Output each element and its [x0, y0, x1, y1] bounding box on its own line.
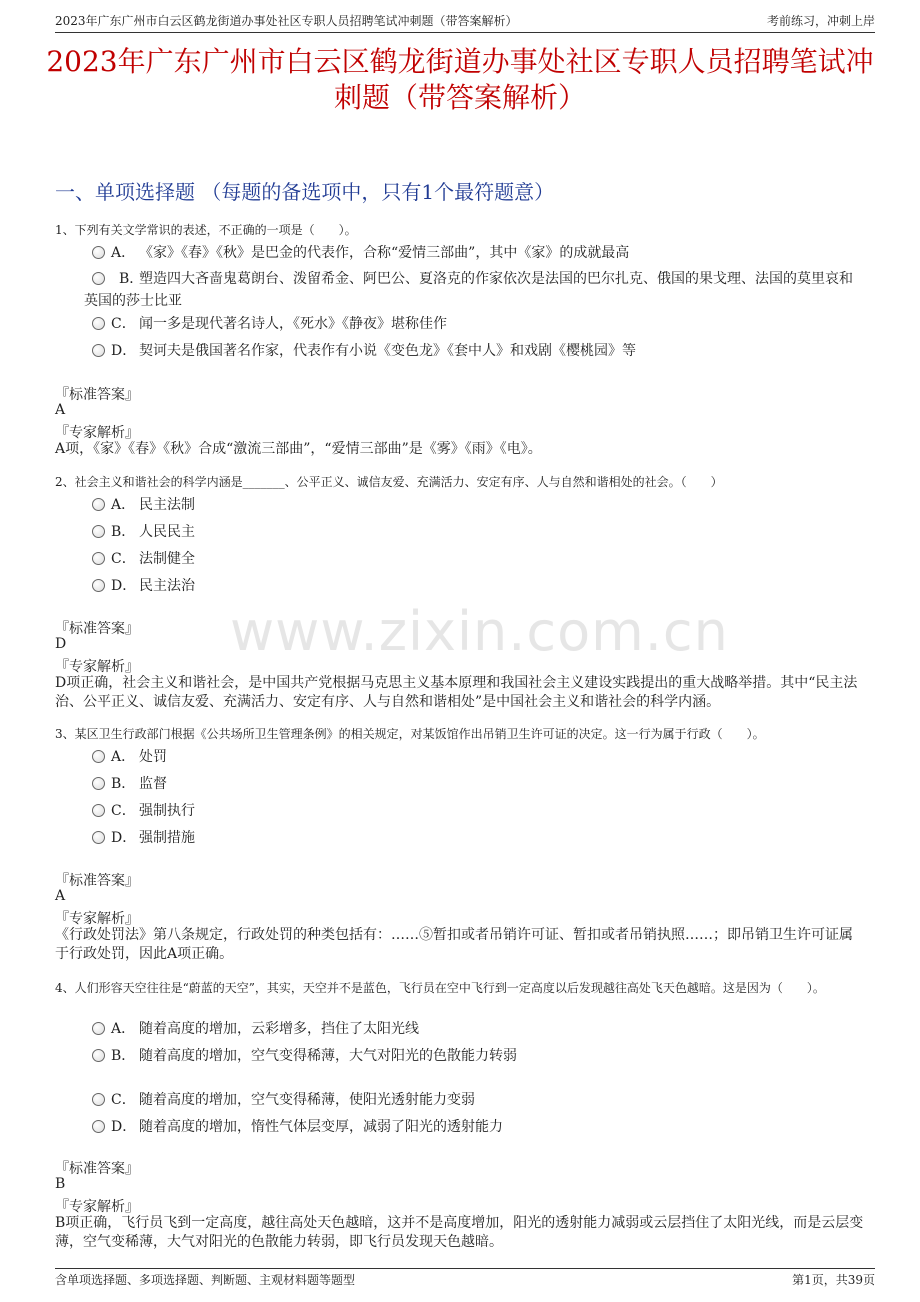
option-c[interactable]: C． 法制健全 — [92, 548, 865, 570]
option-c[interactable]: C． 强制执行 — [92, 800, 865, 822]
radio-icon[interactable] — [92, 246, 105, 259]
analysis-label: 『专家解析』 — [55, 1199, 139, 1215]
radio-icon[interactable] — [92, 579, 105, 592]
analysis-label: 『专家解析』 — [55, 425, 139, 441]
radio-icon[interactable] — [92, 1093, 105, 1106]
page-number: 第1页，共39页 — [792, 1272, 875, 1287]
radio-icon[interactable] — [92, 1049, 105, 1062]
radio-icon[interactable] — [92, 525, 105, 538]
option-a[interactable]: A． 《家》《春》《秋》是巴金的代表作，合称“爱情三部曲”，其中《家》的成就最高 — [92, 242, 865, 264]
radio-icon[interactable] — [92, 1120, 105, 1133]
option-d[interactable]: D． 随着高度的增加，惰性气体层变厚，减弱了阳光的透射能力 — [92, 1116, 865, 1138]
answer-label: 『标准答案』 — [55, 873, 139, 889]
option-d[interactable]: D． 强制措施 — [92, 827, 865, 849]
radio-icon[interactable] — [92, 777, 105, 790]
option-a[interactable]: A． 民主法制 — [92, 494, 865, 516]
analysis-text: A项，《家》《春》《秋》合成“激流三部曲”，“爱情三部曲”是《雾》《雨》《电》。 — [55, 441, 542, 457]
question-stem: 2、社会主义和谐社会的科学内涵是_______、公平正义、诚信友爱、充满活力、安定有序、人与自然和谐相处的社会。（ ） — [55, 475, 723, 489]
option-c[interactable]: C． 随着高度的增加，空气变得稀薄，使阳光透射能力变弱 — [92, 1089, 865, 1111]
section-title: 一、单项选择题 （每题的备选项中，只有1个最符题意） — [55, 180, 555, 204]
option-b[interactable]: B． 人民民主 — [92, 521, 865, 543]
option-d[interactable]: D． 契诃夫是俄国著名作家，代表作有小说《变色龙》《套中人》和戏剧《樱桃园》等 — [92, 340, 865, 362]
question-stem: 4、人们形容天空往往是“蔚蓝的天空”，其实，天空并不是蓝色，飞行员在空中飞行到一定高度以后发现越往高处飞天色越暗。这是因为（ ）。 — [55, 981, 825, 995]
radio-icon[interactable] — [92, 552, 105, 565]
answer-label: 『标准答案』 — [55, 1161, 139, 1177]
radio-icon[interactable] — [92, 750, 105, 763]
header-slogan: 考前练习，冲刺上岸 — [766, 13, 875, 28]
analysis-text: D项正确，社会主义和谐社会，是中国共产党根据马克思主义基本原理和我国社会主义建设实践提出的重大战略举措。其中“民主法治、公平正义、诚信友爱、充满活力、安定有序、人与自然和谐相处”是中国社会主义和谐社会的科学内涵。 — [55, 675, 858, 710]
answer-label: 『标准答案』 — [55, 387, 139, 403]
analysis-text: B项正确，飞行员飞到一定高度，越往高处天色越暗，这并不是高度增加，阳光的透射能力减弱或云层挡住了太阳光线，而是云层变薄，空气变稀薄，大气对阳光的色散能力转弱，即飞行员发现天色越暗。 — [55, 1215, 864, 1250]
radio-icon[interactable] — [92, 831, 105, 844]
answer-value: A — [55, 888, 66, 904]
analysis-label: 『专家解析』 — [55, 911, 139, 927]
option-c[interactable]: C． 闻一多是现代著名诗人，《死水》《静夜》堪称佳作 — [92, 313, 865, 335]
option-b[interactable]: B． 随着高度的增加，空气变得稀薄，大气对阳光的色散能力转弱 — [92, 1045, 865, 1067]
answer-value: D — [55, 636, 67, 652]
option-a[interactable]: A． 处罚 — [92, 746, 865, 768]
analysis-text: 《行政处罚法》第八条规定，行政处罚的种类包括有：……⑤暂扣或者吊销许可证、暂扣或者吊销执照……；即吊销卫生许可证属于行政处罚，因此A项正确。 — [55, 927, 853, 962]
header-doc-title: 2023年广东广州市白云区鹤龙街道办事处社区专职人员招聘笔试冲刺题（带答案解析） — [55, 13, 518, 28]
radio-icon[interactable] — [92, 344, 105, 357]
option-b[interactable]: B．塑造四大吝啬鬼葛朗台、泼留希金、阿巴公、夏洛克的作家依次是法国的巴尔扎克、俄国的果戈理、法国的莫里哀和英国的莎士比亚 — [84, 271, 853, 309]
question-stem: 1、下列有关文学常识的表述，不正确的一项是（ ）。 — [55, 223, 357, 237]
option-a[interactable]: A． 随着高度的增加，云彩增多，挡住了太阳光线 — [92, 1018, 865, 1040]
document-title: 2023年广东广州市白云区鹤龙街道办事处社区专职人员招聘笔试冲刺题（带答案解析） — [46, 45, 874, 114]
radio-icon[interactable] — [92, 272, 105, 285]
answer-value: A — [55, 402, 66, 418]
option-b[interactable]: B． 监督 — [92, 773, 865, 795]
answer-value: B — [55, 1176, 66, 1192]
radio-icon[interactable] — [92, 498, 105, 511]
footer-question-types: 含单项选择题、多项选择题、判断题、主观材料题等题型 — [55, 1272, 356, 1287]
page-footer — [55, 1268, 875, 1289]
analysis-label: 『专家解析』 — [55, 659, 139, 675]
radio-icon[interactable] — [92, 1022, 105, 1035]
answer-label: 『标准答案』 — [55, 621, 139, 637]
watermark: www.zixin.com.cn — [230, 600, 729, 663]
radio-icon[interactable] — [92, 317, 105, 330]
option-d[interactable]: D． 民主法治 — [92, 575, 865, 597]
page-header — [55, 8, 875, 33]
radio-icon[interactable] — [92, 804, 105, 817]
question-stem: 3、某区卫生行政部门根据《公共场所卫生管理条例》的相关规定，对某饭馆作出吊销卫生许可证的决定。这一行为属于行政（ ）。 — [55, 727, 765, 741]
